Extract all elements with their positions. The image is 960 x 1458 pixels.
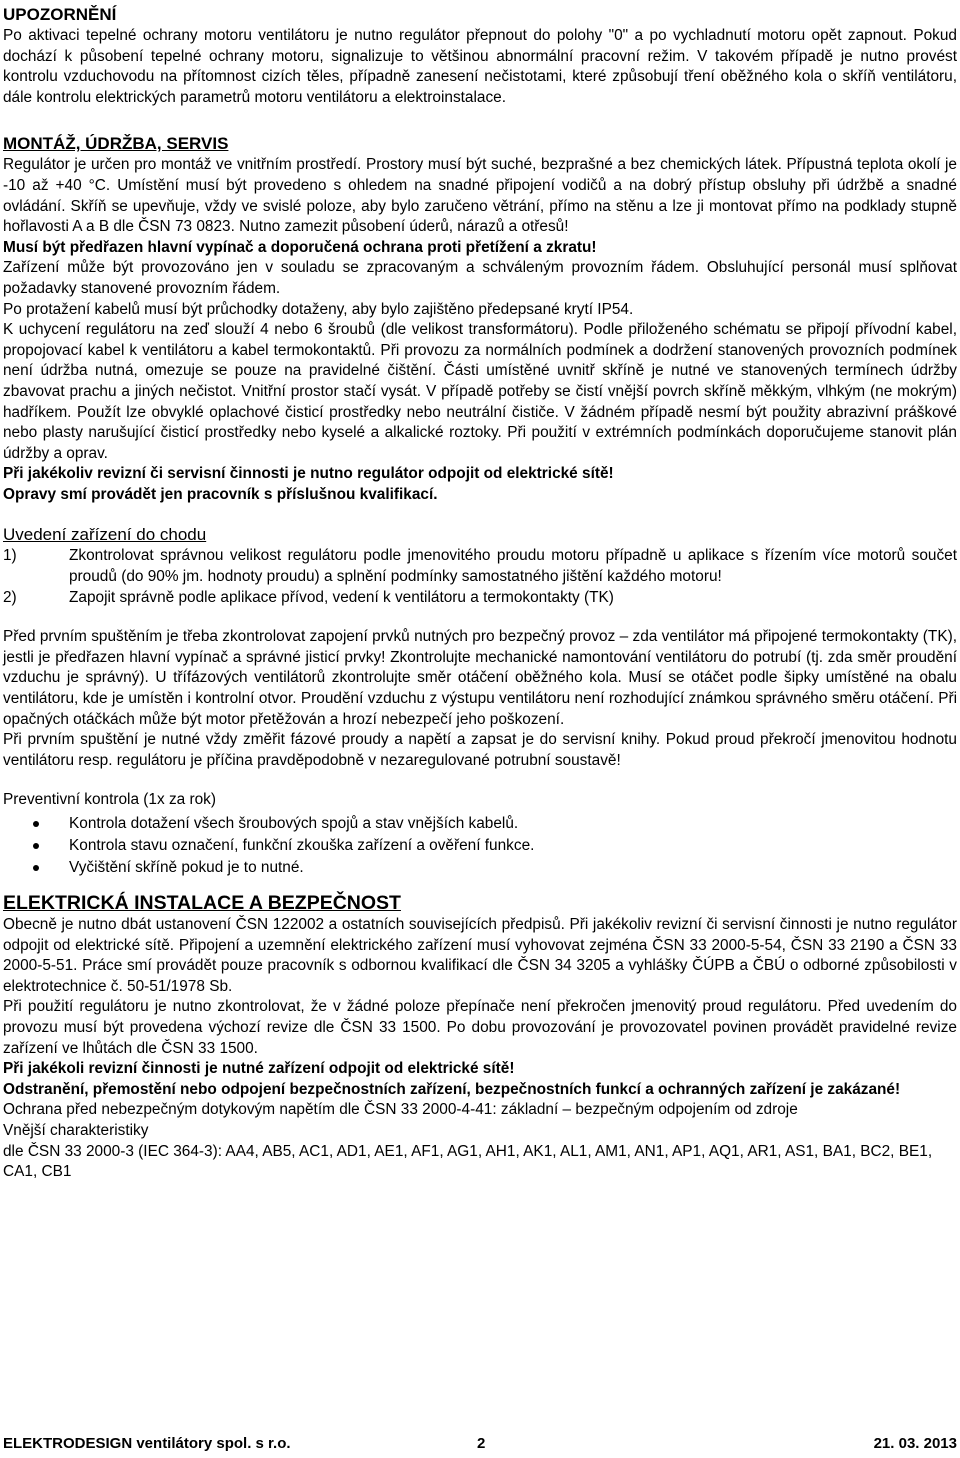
- bullet-icon: [3, 835, 69, 857]
- list-item-text: Kontrola dotažení všech šroubových spojů a stav vnějších kabelů.: [69, 815, 519, 832]
- uvedeni-title: Uvedení zařízení do chodu: [3, 525, 207, 545]
- elektricka-paragraph: dle ČSN 33 2000-3 (IEC 364-3): AA4, AB5, AC1, AD1, AE1, AF1, AG1, AH1, AK1, AL1, AM1, AN1, AP1, AQ1, AR1, AS1, BA1, BC2, BE1, CA1, CB1: [3, 1142, 933, 1181]
- montaz-bold-warning: Opravy smí provádět jen pracovník s příslušnou kvalifikací.: [3, 485, 438, 503]
- list-item: [3, 546, 957, 587]
- elektricka-paragraph: Při použití regulátoru je nutno zkontrolovat, že v žádné poloze přepínače není překročen jmenovitý proud regulátoru. Před uvedením do provozu musí být provedena výchozí revize dle ČSN 33 1500. Po dobu provozování je provozovatel povinen provádět pravidelné revize zařízení ve lhůtách dle ČSN 33 1500.: [3, 998, 957, 1057]
- page-footer: [3, 1433, 957, 1455]
- warning-title: UPOZORNĚNÍ: [3, 5, 117, 24]
- montaz-title: MONTÁŽ, ÚDRŽBA, SERVIS: [3, 134, 229, 154]
- footer-company: ELEKTRODESIGN ventilátory spol. s r.o.: [3, 1435, 291, 1452]
- document-page: [3, 0, 957, 1183]
- footer-date: 21. 03. 2013: [873, 1435, 957, 1452]
- elektricka-bold-warning: Odstranění, přemostění nebo odpojení bezpečnostních zařízení, bezpečnostních funkcí a ochranných zařízení je zakázané!: [3, 1080, 901, 1098]
- list-item-text: Kontrola stavu označení, funkční zkouška zařízení a ověření funkce.: [69, 837, 535, 854]
- preventivni-list: [3, 813, 957, 879]
- list-item-number: 1): [3, 547, 17, 565]
- montaz-paragraph: Po protažení kabelů musí být průchodky dotaženy, aby bylo zajištěno předepsané krytí IP54.: [3, 300, 634, 318]
- list-item: [3, 588, 957, 609]
- uvedeni-paragraph: Před prvním spuštěním je třeba zkontrolovat zapojení prvků nutných pro bezpečný provoz – zda ventilátor má připojené termokontakty (TK), jestli je předřazen hlavní vypínač a správné jisticí prvky! Zkontrolujte mechanické namontování ventilátoru do potrubí (tj. zda směr proudění vzduchu je správný). U třífázových ventilátorů zkontrolujte směr otáčení oběžného kola. Musí se otáčet podle šipky umístěné na obalu ventilátoru, kde je umístěn i kontrolní otvor. Proudění vzduchu z výstupu ventilátoru není rozhodující známkou správného směru otáčení. Při opačných otáčkách může být motor přetěžován a hrozí nebezpečí jeho poškození.: [3, 628, 957, 728]
- list-item-text: Vyčištění skříně pokud je to nutné.: [69, 859, 304, 876]
- bullet-icon: [3, 813, 69, 835]
- uvedeni-paragraph: Při prvním spuštění je nutné vždy změřit fázové proudy a napětí a zapsat je do servisní knihy. Pokud proud překročí jmenovitou hodnotu ventilátoru resp. regulátoru je příčina pravděpodobně v nezaregulované potrubní soustavě!: [3, 731, 957, 769]
- footer-page-number: 2: [477, 1435, 486, 1452]
- montaz-paragraph: K uchycení regulátoru na zeď slouží 4 nebo 6 šroubů (dle velikost transformátoru). Podle přiloženého schématu se připojí přívodní kabel, propojovací kabel k ventilátoru a kabel termokontaktů. Při provozu za normálních podmínek a dodržení stanovených provozních podmínek není údržba nutná, omezuje se pouze na pravidelné čištění. Části umístěné uvnitř skříně je nutné ve stanovených termínech údržby zbavovat prachu a jiných nečistot. Vnitřní prostor stačí vysát. V případě potřeby se čistí vnější povrch skříně měkkým, vlhkým (ne mokrým) hadříkem. Použít lze obvyklé oplachové čisticí prostředky nebo neutrální čističe. V žádném případě nesmí být použity abrazivní práškové nebo plasty narušující čisticí prostředky nebo kyselé a alkalické roztoky. Při použití v extrémních podmínkách doporučujeme stanovit plán údržby a oprav.: [3, 321, 957, 462]
- elektricka-paragraph: Vnější charakteristiky: [3, 1121, 149, 1139]
- preventivni-title: Preventivní kontrola (1x za rok): [3, 791, 216, 809]
- montaz-bold-warning: Musí být předřazen hlavní vypínač a doporučená ochrana proti přetížení a zkratu!: [3, 238, 597, 256]
- list-item: [3, 835, 957, 857]
- elektricka-title: ELEKTRICKÁ INSTALACE A BEZPEČNOST: [3, 892, 401, 914]
- bullet-icon: [3, 857, 69, 879]
- list-item-text: Zkontrolovat správnou velikost regulátoru podle jmenovitého proudu motoru případně u aplikace s řízením více motorů součet proudů (do 90% jm. hodnoty proudu) a splnění podmínky samostatného jištění každého motoru!: [69, 547, 957, 586]
- list-item-number: 2): [3, 588, 17, 606]
- uvedeni-list: [3, 546, 957, 608]
- elektricka-paragraph: Ochrana před nebezpečným dotykovým napětím dle ČSN 33 2000-4-41: základní – bezpečným odpojením od zdroje: [3, 1101, 798, 1119]
- list-item: [3, 857, 957, 879]
- list-item: [3, 813, 957, 835]
- warning-text: Po aktivaci tepelné ochrany motoru ventilátoru je nutno regulátor přepnout do polohy "0" a po vychladnutí motoru opět zapnout. Pokud dochází k působení tepelné ochrany motoru, signalizuje to většinou abnormální pracovní režim. V takovém případě je nutno provést kontrolu vzduchovodu na přítomnost cizích těles, případně zanesení nečistotami, které způsobují tření oběžného kola o skříň ventilátoru, dále kontrolu elektrických parametrů motoru ventilátoru a elektroinstalace.: [3, 27, 957, 106]
- elektricka-paragraph: Obecně je nutno dbát ustanovení ČSN 122002 a ostatních souvisejících předpisů. Při jakékoliv revizní či servisní činnosti je nutno regulátor odpojit od elektrické sítě. Připojení a uzemnění elektrického zařízení musí vyhovovat zejména ČSN 33 2000-5-54, ČSN 33 2190 a ČSN 33 2000-5-51. Práce smí provádět pouze pracovník s odbornou kvalifikací dle ČSN 34 3205 a vyhlášky ČÚPB a ČBÚ o odborné způsobilosti v elektrotechnice č. 50-51/1978 Sb.: [3, 916, 957, 995]
- montaz-paragraph: Zařízení může být provozováno jen v souladu se zpracovaným a schváleným provozním řádem. Obsluhující personál musí splňovat požadavky stanovené provozním řádem.: [3, 259, 957, 297]
- list-item-text: Zapojit správně podle aplikace přívod, vedení k ventilátoru a termokontakty (TK): [69, 588, 614, 606]
- montaz-bold-warning: Při jakékoliv revizní či servisní činnosti je nutno regulátor odpojit od elektrické sítě!: [3, 465, 614, 483]
- montaz-paragraph: Regulátor je určen pro montáž ve vnitřním prostředí. Prostory musí být suché, bezprašné a bez chemických látek. Přípustná teplota okolí je -10 až +40 °C. Umístění musí být provedeno s ohledem na snadné připojení vodičů a na dobrý přístup obsluhy při údržbě a snadné ovládání. Skříň se upevňuje, vždy ve svislé poloze, aby bylo zaručeno větrání, přímo na stěnu a lze ji montovat přímo na podklady stupně hořlavosti A a B dle ČSN 73 0823. Nutno zamezit působení úderů, nárazů a otřesů!: [3, 156, 957, 236]
- elektricka-bold-warning: Při jakékoli revizní činnosti je nutné zařízení odpojit od elektrické sítě!: [3, 1060, 515, 1078]
